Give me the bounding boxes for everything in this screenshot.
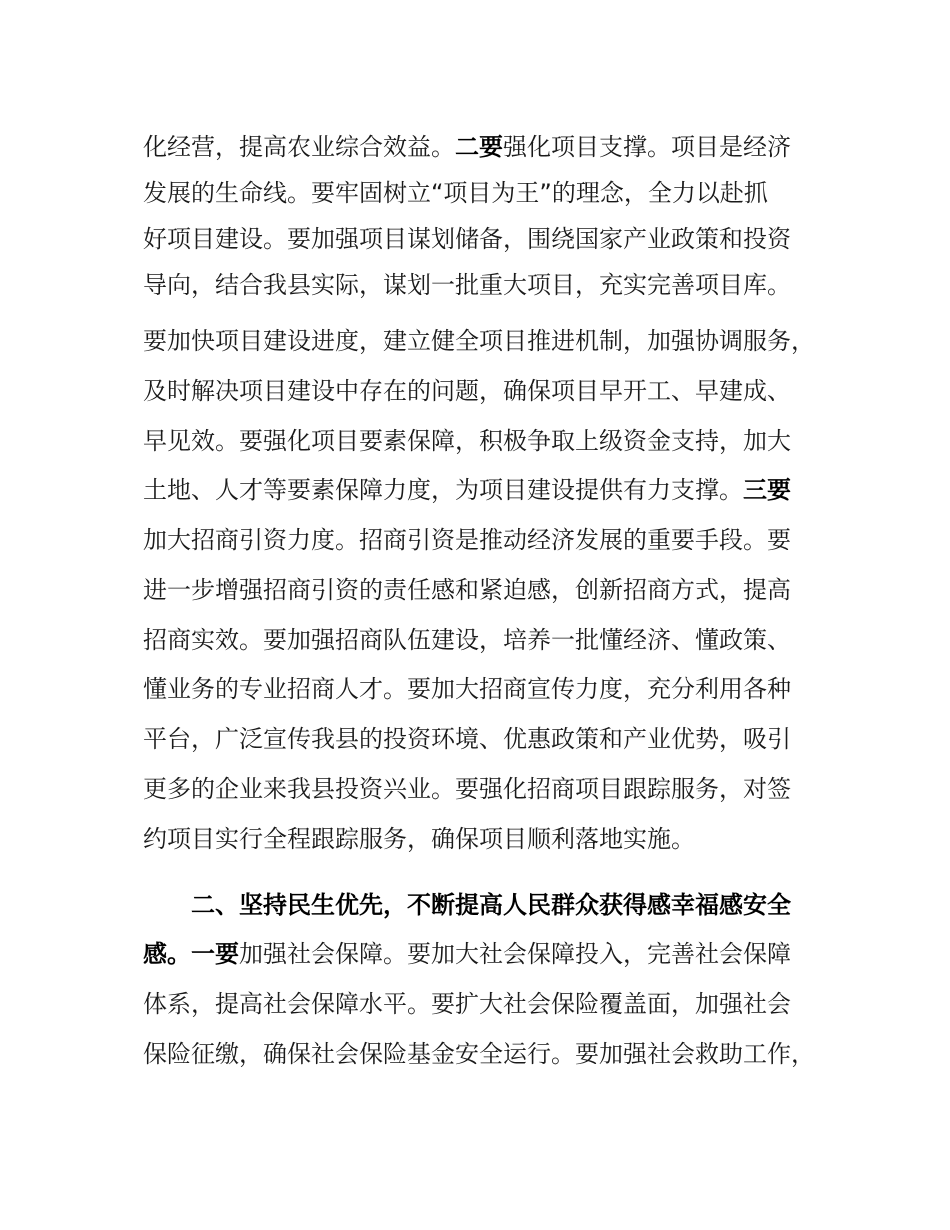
bold-keyword: 感。一要 (143, 940, 239, 968)
text-line: 感。一要加强社会保障。要加大社会保障投入，完善社会保障 (143, 940, 791, 968)
text-line: 约项目实行全程跟踪服务，确保项目顺利落地实施。 (143, 825, 695, 853)
section-heading-line (191, 882, 823, 928)
text-line: 发展的生命线。要牢固树立“项目为王”的理念，全力以赴抓 (143, 179, 768, 207)
text-line: 招商实效。要加强招商队伍建设，培养一批懂经济、懂政策、 (143, 626, 791, 654)
text-line: 体系，提高社会保障水平。要扩大社会保险覆盖面，加强社会 (143, 990, 791, 1018)
bold-keyword: 三要 (743, 476, 791, 504)
text-line: 懂业务的专业招商人才。要加大招商宣传力度，充分利用各种 (143, 675, 791, 703)
text-line: 保险征缴，确保社会保险基金安全运行。要加强社会救助工作， (143, 1040, 815, 1068)
text-line: 化经营，提高农业综合效益。二要强化项目支撑。项目是经济 (143, 133, 791, 161)
text-line: 及时解决项目建设中存在的问题，确保项目早开工、早建成、 (143, 377, 791, 405)
text-line: 好项目建设。要加强项目谋划储备，围绕国家产业政策和投资 (143, 225, 791, 253)
text-line: 早见效。要强化项目要素保障，积极争取上级资金支持，加大 (143, 427, 791, 455)
text-line: 进一步增强招商引资的责任感和紧迫感，创新招商方式，提高 (143, 576, 791, 604)
text-line: 土地、人才等要素保障力度，为项目建设提供有力支撑。三要 (143, 476, 791, 504)
text-line: 更多的企业来我县投资兴业。要强化招商项目跟踪服务，对签 (143, 775, 791, 803)
text-line: 导向，结合我县实际，谋划一批重大项目，充实完善项目库。 (143, 271, 791, 299)
text-line: 要加快项目建设进度，建立健全项目推进机制，加强协调服务， (143, 327, 815, 355)
section-heading: 二、坚持民生优先，不断提高人民群众获得感幸福感安全 (191, 891, 791, 919)
text-line: 加大招商引资力度。招商引资是推动经济发展的重要手段。要 (143, 526, 791, 554)
text-line: 平台，广泛宣传我县的投资环境、优惠政策和产业优势，吸引 (143, 725, 791, 753)
bold-keyword: 二要 (455, 133, 503, 161)
